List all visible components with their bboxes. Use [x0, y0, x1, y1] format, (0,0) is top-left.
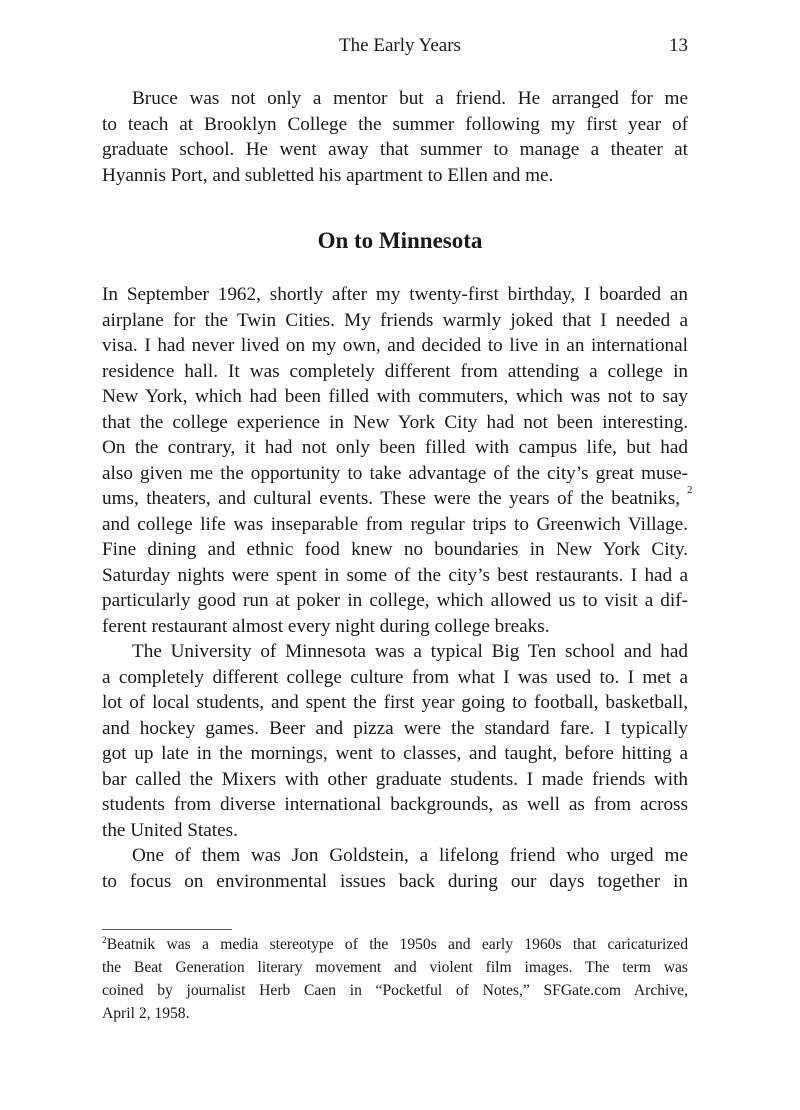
text-line: lot of local students, and spent the first year going to football, basketball, — [102, 692, 688, 713]
text-line: residence hall. It was completely different from attending a college in — [102, 360, 688, 382]
text-line: a completely different college culture from what I was used to. I met a — [102, 666, 688, 688]
text-line: the United States. — [102, 819, 238, 841]
text-line: bar called the Mixers with other graduate students. I made friends with — [102, 768, 688, 790]
text-line: also given me the opportunity to take advantage of the city’s great muse- — [102, 462, 688, 484]
footnote-marker: 2 — [102, 935, 107, 946]
text-line: and college life was inseparable from regular trips to Greenwich Village. — [102, 513, 688, 535]
text-line: ferent restaurant almost every night during college breaks. — [102, 615, 550, 637]
text-line: got up late in the mornings, went to classes, and taught, before hitting a — [102, 743, 688, 764]
section-heading: On to Minnesota — [317, 228, 483, 253]
text-line: airplane for the Twin Cities. My friends warmly joked that I needed a — [102, 309, 688, 331]
text-line: On the contrary, it had not only been filled with campus life, but had — [102, 437, 688, 458]
footnote-divider — [102, 929, 232, 930]
paragraph-bruce — [102, 86, 688, 188]
text-line: and hockey games. Beer and pizza were the standard fare. I typically — [102, 717, 688, 739]
text-line: Fine dining and ethnic food knew no boundaries in New York City. — [102, 539, 688, 560]
footnote-line: the Beat Generation literary movement and violent film images. The term was — [102, 959, 688, 976]
text-line: Bruce was not only a mentor but a friend. He arranged for me — [132, 88, 688, 109]
running-header-title: The Early Years — [339, 35, 461, 56]
text-line: that the college experience in New York City had not been interesting. — [102, 411, 688, 433]
footnote — [102, 933, 688, 1025]
text-line: students from diverse international backgrounds, as well as from across — [102, 794, 688, 815]
paragraph-university-of-minnesota — [102, 639, 688, 843]
footnote-line-with-marker — [102, 933, 688, 956]
text-line: visa. I had never lived on my own, and decided to live in an international — [102, 335, 688, 356]
text-line: The University of Minnesota was a typical Big Ten school and had — [132, 641, 688, 662]
page-number: 13 — [669, 35, 688, 56]
footnote-line: coined by journalist Herb Caen in “Pocketful of Notes,” SFGate.com Archive, — [102, 982, 688, 999]
text-line: New York, which had been filled with commuters, which was not to say — [102, 386, 688, 407]
paragraph-jon-goldstein — [102, 843, 688, 894]
text-line: to teach at Brooklyn College the summer following my first year of — [102, 113, 688, 135]
text-line-with-footnote-ref — [102, 486, 688, 512]
footnote-line-text: Beatnik was a media stereotype of the 1950s and early 1960s that caricaturized — [106, 936, 688, 953]
text-line: graduate school. He went away that summer to manage a theater at — [102, 139, 688, 160]
text-line: Hyannis Port, and subletted his apartment to Ellen and me. — [102, 164, 554, 186]
text-line: One of them was Jon Goldstein, a lifelong friend who urged me — [132, 845, 688, 866]
text-line: In September 1962, shortly after my twenty-first birthday, I boarded an — [102, 284, 688, 305]
text-line: to focus on environmental issues back during our days together in — [102, 870, 688, 892]
paragraph-september-1962 — [102, 282, 688, 639]
text-line: Saturday nights were spent in some of the city’s best restaurants. I had a — [102, 564, 688, 586]
footnote-line: April 2, 1958. — [102, 1005, 190, 1022]
text-line: particularly good run at poker in college, which allowed us to visit a dif- — [102, 590, 688, 611]
text-line-content: ums, theaters, and cultural events. These were the years of the beatniks, — [102, 488, 680, 509]
